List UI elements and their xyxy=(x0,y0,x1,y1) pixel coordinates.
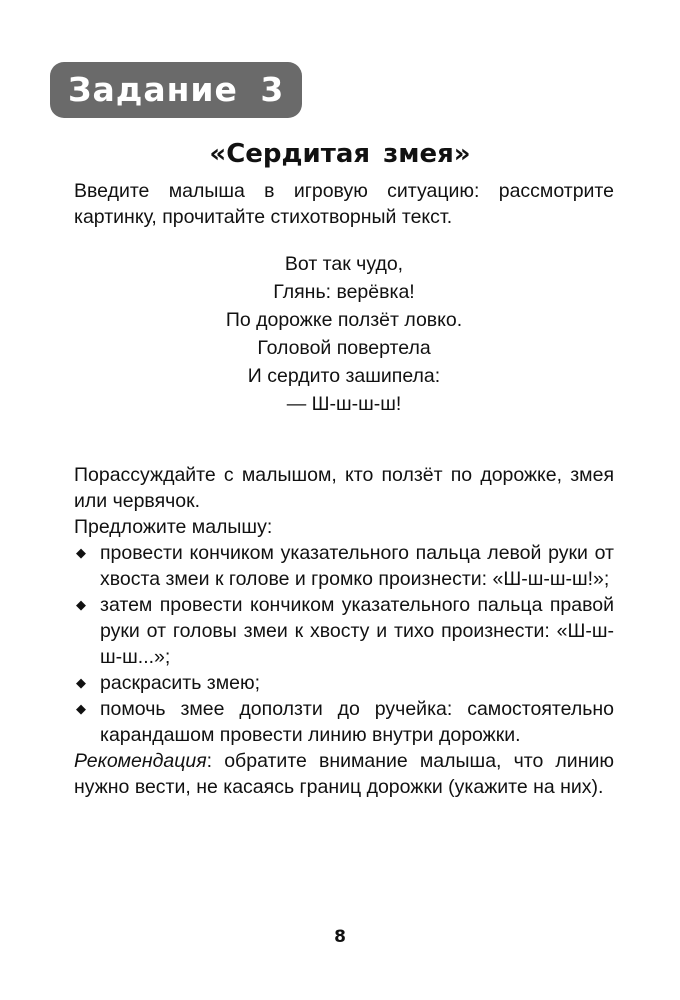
intro-paragraph: Введите малыша в игровую ситуацию: рассмотрите картинку, прочитайте стихотворный текст. xyxy=(74,180,614,228)
list-item xyxy=(74,696,614,748)
recommendation-label: Рекомендация xyxy=(74,750,207,772)
list-item xyxy=(74,670,614,696)
task-badge xyxy=(50,62,302,118)
discussion-paragraph: Порассуждайте с малышом, кто ползёт по дорожке, змея или червячок. xyxy=(74,464,614,512)
diamond-bullet-icon: ◆ xyxy=(76,597,86,612)
diamond-bullet-icon: ◆ xyxy=(76,675,86,690)
poem-line: Глянь: верёвка! xyxy=(273,281,415,303)
diamond-bullet-icon: ◆ xyxy=(76,701,86,716)
suggest-intro: Предложите малышу: xyxy=(74,516,273,538)
poem-line: — Ш-ш-ш-ш! xyxy=(286,393,402,415)
page-number: 8 xyxy=(334,927,346,947)
poem-line: И сердито зашипела: xyxy=(247,365,441,387)
spacer xyxy=(74,418,614,462)
list-item-text: раскрасить змею; xyxy=(100,672,261,694)
list-item-text: провести кончиком указательного пальца левой руки от хвоста змеи к голове и громко произнести: «Ш-ш-ш-ш!»; xyxy=(100,542,614,590)
page-title: «Сердитая змея» xyxy=(209,139,471,169)
recommendation-text: : обратите внимание малыша, что линию нужно вести, не касаясь границ дорожки (укажите на них). xyxy=(74,750,614,798)
list-item xyxy=(74,592,614,670)
task-label: Задание 3 xyxy=(68,70,285,109)
poem-line: Головой повертела xyxy=(257,337,431,359)
list-item-text: помочь змее доползти до ручейка: самостоятельно карандашом провести линию внутри дорожки. xyxy=(100,698,614,746)
list-item-text: затем провести кончиком указательного пальца правой руки от головы змеи к хвосту и тихо произнести: «Ш-ш-ш-ш...»; xyxy=(100,594,614,668)
main-content xyxy=(74,178,614,800)
poem-line: По дорожке ползёт ловко. xyxy=(225,309,463,331)
recommendation-paragraph xyxy=(74,748,614,800)
poem-line: Вот так чудо, xyxy=(284,253,404,275)
diamond-bullet-icon: ◆ xyxy=(76,545,86,560)
bullet-list xyxy=(74,540,614,748)
poem xyxy=(74,250,614,418)
list-item xyxy=(74,540,614,592)
